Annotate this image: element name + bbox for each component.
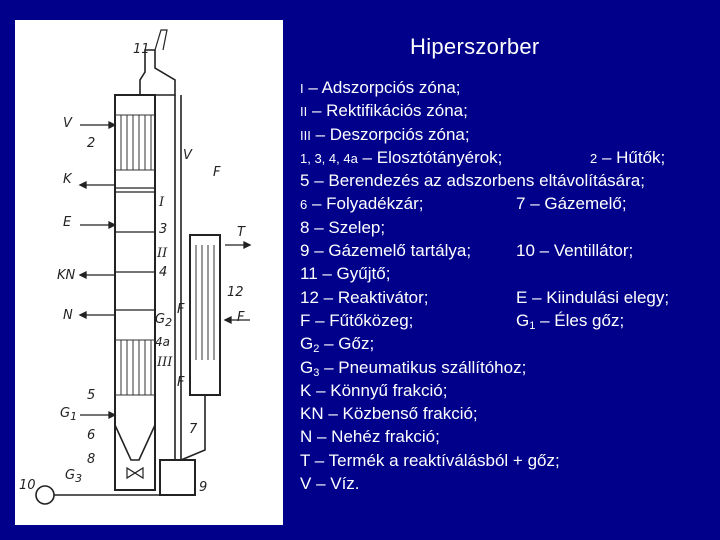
legend-row — [300, 309, 715, 332]
label-2: 2 — [87, 136, 96, 151]
label-t: T — [237, 225, 245, 240]
legend-text: – Gázemelő; — [525, 194, 627, 214]
legend-item-second — [516, 192, 627, 215]
legend-row — [300, 169, 715, 192]
legend-row — [300, 262, 715, 285]
legend-item — [300, 218, 385, 237]
label-kn: KN — [57, 268, 76, 283]
legend-item — [300, 381, 447, 400]
legend-key: 6 — [300, 197, 308, 213]
legend-text: – Közbenső frakció; — [323, 404, 478, 424]
legend-key: III — [300, 127, 311, 143]
legend-text: – Gázemelő tartálya; — [309, 241, 472, 261]
legend-row — [300, 216, 715, 239]
legend-key-subscript: 3 — [313, 366, 320, 379]
legend-text: – Szelep; — [309, 217, 386, 237]
label-zone-ii: II — [157, 246, 168, 261]
legend-row — [300, 472, 715, 495]
legend-key: I — [300, 81, 304, 96]
legend-item — [300, 474, 360, 493]
label-8: 8 — [87, 452, 96, 467]
legend-text: – Rektifikációs zóna; — [307, 101, 468, 121]
legend-item-second — [516, 309, 624, 332]
hypersorber-diagram — [15, 20, 283, 525]
label-f-low: F — [177, 375, 185, 390]
legend-item — [300, 241, 471, 260]
legend-row — [300, 332, 715, 355]
legend-item — [300, 125, 470, 144]
legend-row — [300, 425, 715, 448]
legend-item — [300, 264, 390, 283]
legend-text: – Deszorpciós zóna; — [310, 124, 470, 144]
label-9: 9 — [199, 480, 208, 495]
legend-key: 10 — [516, 241, 535, 261]
legend-item — [300, 404, 478, 423]
legend-item — [300, 311, 413, 330]
legend-item-second — [516, 286, 669, 309]
legend-key: E — [516, 287, 528, 307]
legend-item — [300, 358, 526, 377]
label-n: N — [63, 308, 73, 323]
legend-key: V — [300, 474, 312, 494]
label-4a: 4a — [155, 335, 170, 349]
legend-text: – Gőz; — [319, 334, 375, 354]
label-7: 7 — [189, 422, 198, 437]
diagram-labels — [15, 20, 283, 525]
legend-key: 2 — [590, 150, 598, 166]
legend-text: – Pneumatikus szállítóhoz; — [319, 357, 527, 377]
label-5: 5 — [87, 388, 96, 403]
legend-key-subscript: 2 — [313, 343, 320, 356]
label-k: K — [63, 172, 72, 187]
legend-item — [300, 451, 560, 470]
legend-key: II — [300, 104, 308, 120]
legend-row — [300, 146, 715, 169]
legend-key: 5 — [300, 171, 310, 191]
legend-key: 1, 3, 4, 4a — [300, 150, 358, 166]
label-11: 11 — [133, 42, 150, 57]
label-10: 10 — [19, 478, 36, 493]
legend-key: 11 — [300, 264, 318, 284]
legend-row — [300, 449, 715, 472]
label-zone-i: I — [159, 195, 165, 210]
legend-text: – Reaktivátor; — [318, 287, 429, 307]
legend-text: – Berendezés az adszorbens eltávolítására; — [309, 171, 645, 191]
legend-row — [300, 99, 715, 122]
legend-row — [300, 402, 715, 425]
legend-key: N — [300, 427, 313, 447]
legend-key: K — [300, 380, 312, 400]
legend-item — [300, 288, 429, 307]
legend-row — [300, 239, 715, 262]
label-12: 12 — [227, 285, 244, 300]
legend-row — [300, 76, 715, 99]
legend-key: T — [300, 450, 311, 470]
legend-item — [300, 148, 502, 167]
label-f-top: F — [213, 165, 221, 180]
legend-text: – Adszorpciós zóna; — [303, 78, 461, 97]
legend-text: – Fűtőközeg; — [310, 310, 414, 330]
label-v-right: V — [183, 148, 192, 163]
label-f-mid: F — [177, 302, 185, 317]
legend-key: KN — [300, 404, 324, 424]
legend-text: – Hűtők; — [597, 147, 666, 167]
legend-item — [300, 171, 645, 190]
legend-text: – Elosztótányérok; — [357, 147, 503, 167]
legend-text: – Folyadékzár; — [307, 194, 424, 214]
legend-key: G — [516, 310, 530, 330]
legend-key: 12 — [300, 287, 319, 307]
label-g3: $G_3$ — [65, 468, 83, 485]
legend-row — [300, 192, 715, 215]
label-3: 3 — [159, 222, 168, 237]
legend-text: – Víz. — [311, 474, 360, 494]
legend-text: – Termék a reaktíválásból + gőz; — [310, 450, 560, 470]
legend-key: 8 — [300, 217, 310, 237]
label-e: E — [63, 215, 72, 230]
legend-row — [300, 379, 715, 402]
legend-text: – Éles gőz; — [535, 310, 625, 330]
legend-key-subscript: 1 — [529, 319, 536, 332]
label-6: 6 — [87, 428, 96, 443]
label-4: 4 — [159, 265, 168, 280]
label-zone-iii: III — [157, 355, 173, 370]
legend-key: G — [300, 357, 314, 377]
legend-text: – Gyűjtő; — [317, 264, 391, 284]
legend-key: F — [300, 310, 311, 330]
legend-item — [300, 101, 468, 120]
legend-text: – Kiindulási elegy; — [527, 287, 670, 307]
legend-item — [300, 427, 440, 446]
legend-row — [300, 123, 715, 146]
legend-item — [300, 78, 461, 97]
label-v-left: V — [63, 116, 72, 131]
legend-item-second — [590, 146, 665, 170]
label-f-right: F — [237, 310, 245, 325]
legend-text: – Könnyű frakció; — [311, 380, 448, 400]
label-g1: $G_1$ — [60, 406, 78, 423]
legend-key: 7 — [516, 194, 526, 214]
label-g2: $G_2$ — [155, 312, 173, 329]
legend-key: G — [300, 334, 314, 354]
legend-text: – Ventillátor; — [534, 241, 634, 261]
legend-list — [300, 76, 715, 495]
legend-key: 9 — [300, 241, 310, 261]
legend-item-second — [516, 239, 633, 262]
legend-item — [300, 334, 375, 356]
legend-item — [300, 194, 423, 213]
slide-title: Hiperszorber — [410, 34, 540, 59]
legend-row — [300, 286, 715, 309]
legend-text: – Nehéz frakció; — [312, 427, 440, 447]
legend-row — [300, 356, 715, 379]
